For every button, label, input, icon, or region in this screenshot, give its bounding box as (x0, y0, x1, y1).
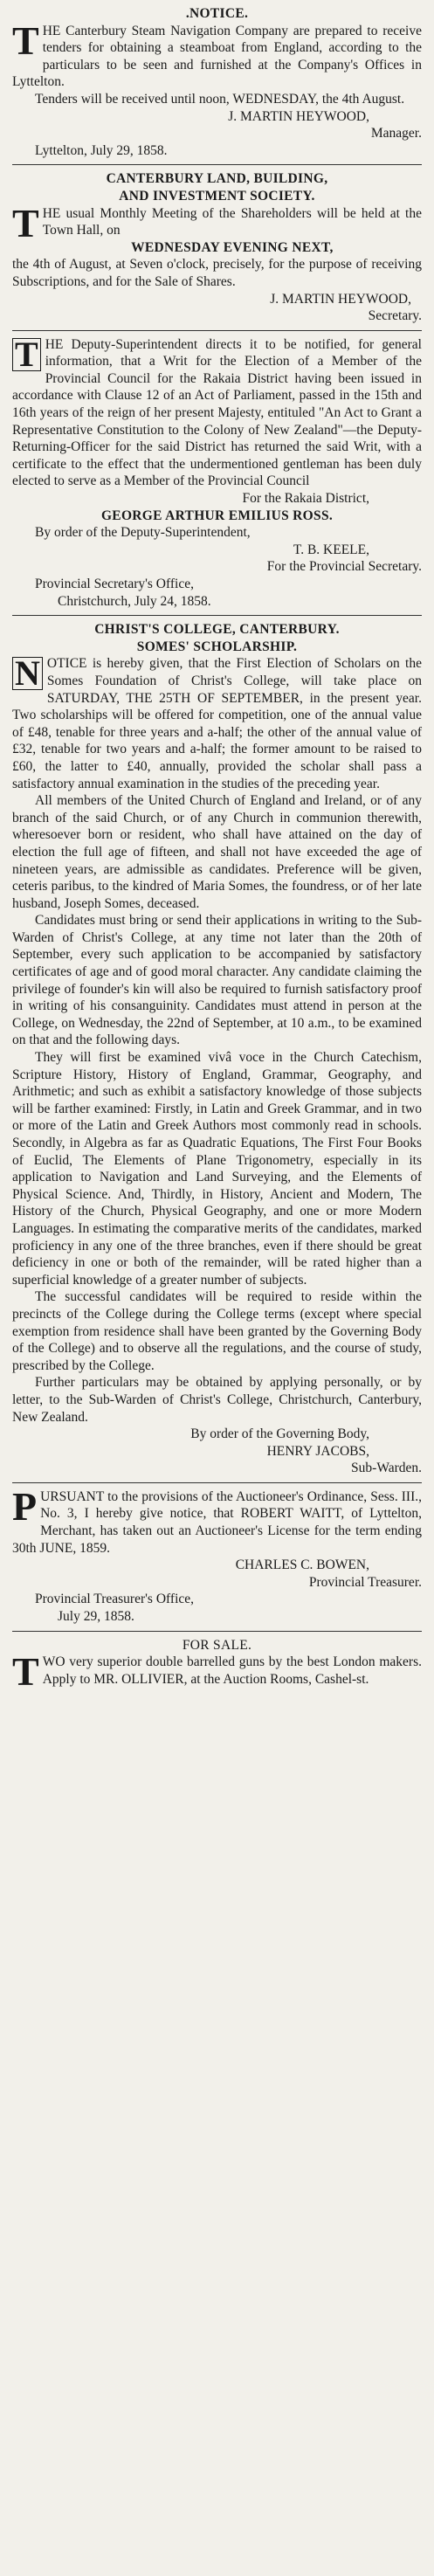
notice-heading: .NOTICE. (185, 6, 249, 21)
sale-heading: FOR SALE. (182, 1637, 252, 1653)
notice-tenders: Tenders will be received until noon, WEDNESDAY, the 4th August. (35, 91, 405, 107)
college-advertisement (12, 621, 422, 1477)
college-signature: HENRY JACOBS, (266, 1443, 369, 1459)
notice-body: HE Canterbury Steam Navigation Company are prepared to receive tenders for obtaining a steamboat from England, according to the particulars to be seen and furnished at the Company's Offices in Lyttelton. (12, 23, 422, 90)
college-signature-title: Sub-Warden. (351, 1461, 422, 1476)
notice-signature-title: Manager. (370, 126, 422, 142)
dropcap-letter: N (12, 657, 43, 690)
land-society-advertisement (12, 170, 422, 324)
land-heading-line-1: CANTERBURY LAND, BUILDING, (106, 171, 328, 187)
dropcap-letter: T (12, 17, 39, 63)
dropcap-letter: T (12, 1649, 39, 1695)
land-signature: J. MARTIN HEYWOOD, (270, 291, 411, 307)
auctioneer-body: URSUANT to the provisions of the Auctioneer's Ordinance, Sess. III., No. 3, I hereby give notice, that ROBERT WAITT, of Lyttelton, Merchant, has taken out an Auctioneer's License for the term ending 30th JUNE, 1859. (12, 1488, 422, 1556)
election-order: By order of the Deputy-Superintendent, (35, 525, 251, 541)
notice-place-date: Lyttelton, July 29, 1858. (35, 142, 168, 158)
auctioneer-date: July 29, 1858. (58, 1609, 134, 1625)
auctioneer-office: Provincial Treasurer's Office, (35, 1592, 195, 1607)
divider (12, 1631, 422, 1632)
college-order: By order of the Governing Body, (190, 1426, 369, 1442)
land-body-rest: the 4th of August, at Seven o'clock, precisely, for the purpose of receiving Subscriptions, and for the Sale of Shares. (12, 257, 422, 289)
divider (12, 164, 422, 165)
dropcap-letter: T (12, 338, 41, 371)
land-body-lead: HE usual Monthly Meeting of the Shareholders will be held at the Town Hall, on (42, 205, 422, 238)
college-heading-line-2: SOMES' SCHOLARSHIP. (136, 639, 298, 654)
college-paragraph-5: The successful candidates will be required to reside within the precincts of the College during the College terms (except where special exemption from residence shall have been granted by the Governing Body of the College) and to observe all the regulations, and the course of study, prescribed by the College. (12, 1289, 422, 1373)
college-paragraph-4: They will first be examined vivâ voce in the Church Catechism, Scripture History, History of England, Grammar, Geography, and Arithmetic; and such as exhibit a satisfactory knowledge of those subjects will be farther examined: Firstly, in Latin and Greek Grammar, and in two or more of the Latin and Greek Authors most commonly read in schools. Secondly, in Algebra as far as Quadratic Equations, The First Four Books of Euclid, The Elements of Plane Trigonometry, especially in its application to Navigation and Land Surveying, and the Elements of Physical Science. And, Thirdly, in History, Ancient and Modern, The History of the Church, Physical Geography, and one or more Modern Languages. In estimating the comparative merits of the candidates, marked proficiency in any one of the three branches, even if there should be great deficiency in one or both of the remainder, will be rated higher than a superficial knowledge of a greater number of subjects. (12, 1050, 422, 1288)
divider (12, 1482, 422, 1483)
college-paragraph-2: All members of the United Church of England and Ireland, or of any branch of the said Church, or of any Church in communion therewith, wheresoever born or resident, who shall have attained on the day of election the full age of fifteen, and shall not have exceeded the age of nineteen years, are admissible as candidates. Preference will be given, ceteris paribus, to the kindred of Maria Somes, the foundress, or of her late husband, Joseph Somes, deceased. (12, 793, 422, 911)
election-office: Provincial Secretary's Office, (35, 577, 194, 591)
election-member: GEORGE ARTHUR EMILIUS ROSS. (100, 508, 334, 523)
election-body: HE Deputy-Superintendent directs it to be notified, for general information, that a Writ for the Election of a Member of the Provincial Council for the Rakaia District having been issued in accordance with Clause 12 of an Act of Parliament, passed in the 15th and 16th years of the reign of her present Majesty, entituled "An Act to Grant a Representative Constitution to the Colony of New Zealand"—the Deputy-Returning-Officer for the said District has returned the said Writ, with a certificate to the effect that the undermentioned gentleman has been duly elected to serve as a Member of the Provincial Council (12, 336, 422, 489)
notice-signature: J. MARTIN HEYWOOD, (228, 108, 369, 124)
dropcap-letter: P (12, 1483, 38, 1529)
college-paragraph-3: Candidates must bring or send their applications in writing to the Sub-Warden of Christ's College, at any time not later than the 20th of September, every such application to be accompanied by satisfactory certificates of age and of good moral character. Any candidate claiming the privilege of founder's kin will also be required to furnish satisfactory proof in writing of his consanguinity. Candidates must attend in person at the College, on Wednesday, the 22nd of September, at 10 a.m., to be examined on that and the following days. (12, 913, 422, 1048)
election-signature: T. B. KEELE, (293, 542, 369, 557)
land-body-emphasis: WEDNESDAY EVENING NEXT, (131, 239, 334, 255)
sale-body: WO very superior double barrelled guns by the best London makers. Apply to MR. OLLIVIER, at the Auction Rooms, Cashel-st. (42, 1654, 422, 1687)
election-signature-title: For the Provincial Secretary. (266, 559, 422, 575)
auctioneer-signature-title: Provincial Treasurer. (308, 1574, 422, 1590)
notice-advertisement (12, 5, 422, 159)
college-heading-line-1: CHRIST'S COLLEGE, CANTERBURY. (94, 622, 340, 638)
divider (12, 330, 422, 331)
land-heading-line-2: AND INVESTMENT SOCIETY. (119, 188, 315, 204)
divider (12, 615, 422, 616)
college-paragraph-6: Further particulars may be obtained by applying personally, or by letter, to the Sub-Warden of Christ's College, Christchurch, Canterbury, New Zealand. (12, 1375, 422, 1425)
auctioneer-advertisement (12, 1483, 422, 1626)
election-district: For the Rakaia District, (242, 491, 369, 507)
land-signature-title: Secretary. (368, 308, 422, 324)
for-sale-advertisement (12, 1637, 422, 1695)
auctioneer-signature: CHARLES C. BOWEN, (235, 1557, 369, 1573)
college-paragraph-1: OTICE is hereby given, that the First Election of Scholars on the Somes Foundation of Christ's College, will take place on SATURDAY, THE 25TH OF SEPTEMBER, in the present year. Two scholarships will be offered for competition, one of the annual value of £48, tenable for three years and a-half; the other of the annual value of £32, tenable for two years and a-half; the former amount to be raised to £60, the latter to £40, annually, provided the scholar shall pass a satisfactory annual examination in the studies of the preceding year. (12, 656, 422, 791)
dropcap-letter: T (12, 200, 39, 245)
election-advertisement (12, 336, 422, 611)
election-place-date: Christchurch, July 24, 1858. (58, 593, 211, 609)
